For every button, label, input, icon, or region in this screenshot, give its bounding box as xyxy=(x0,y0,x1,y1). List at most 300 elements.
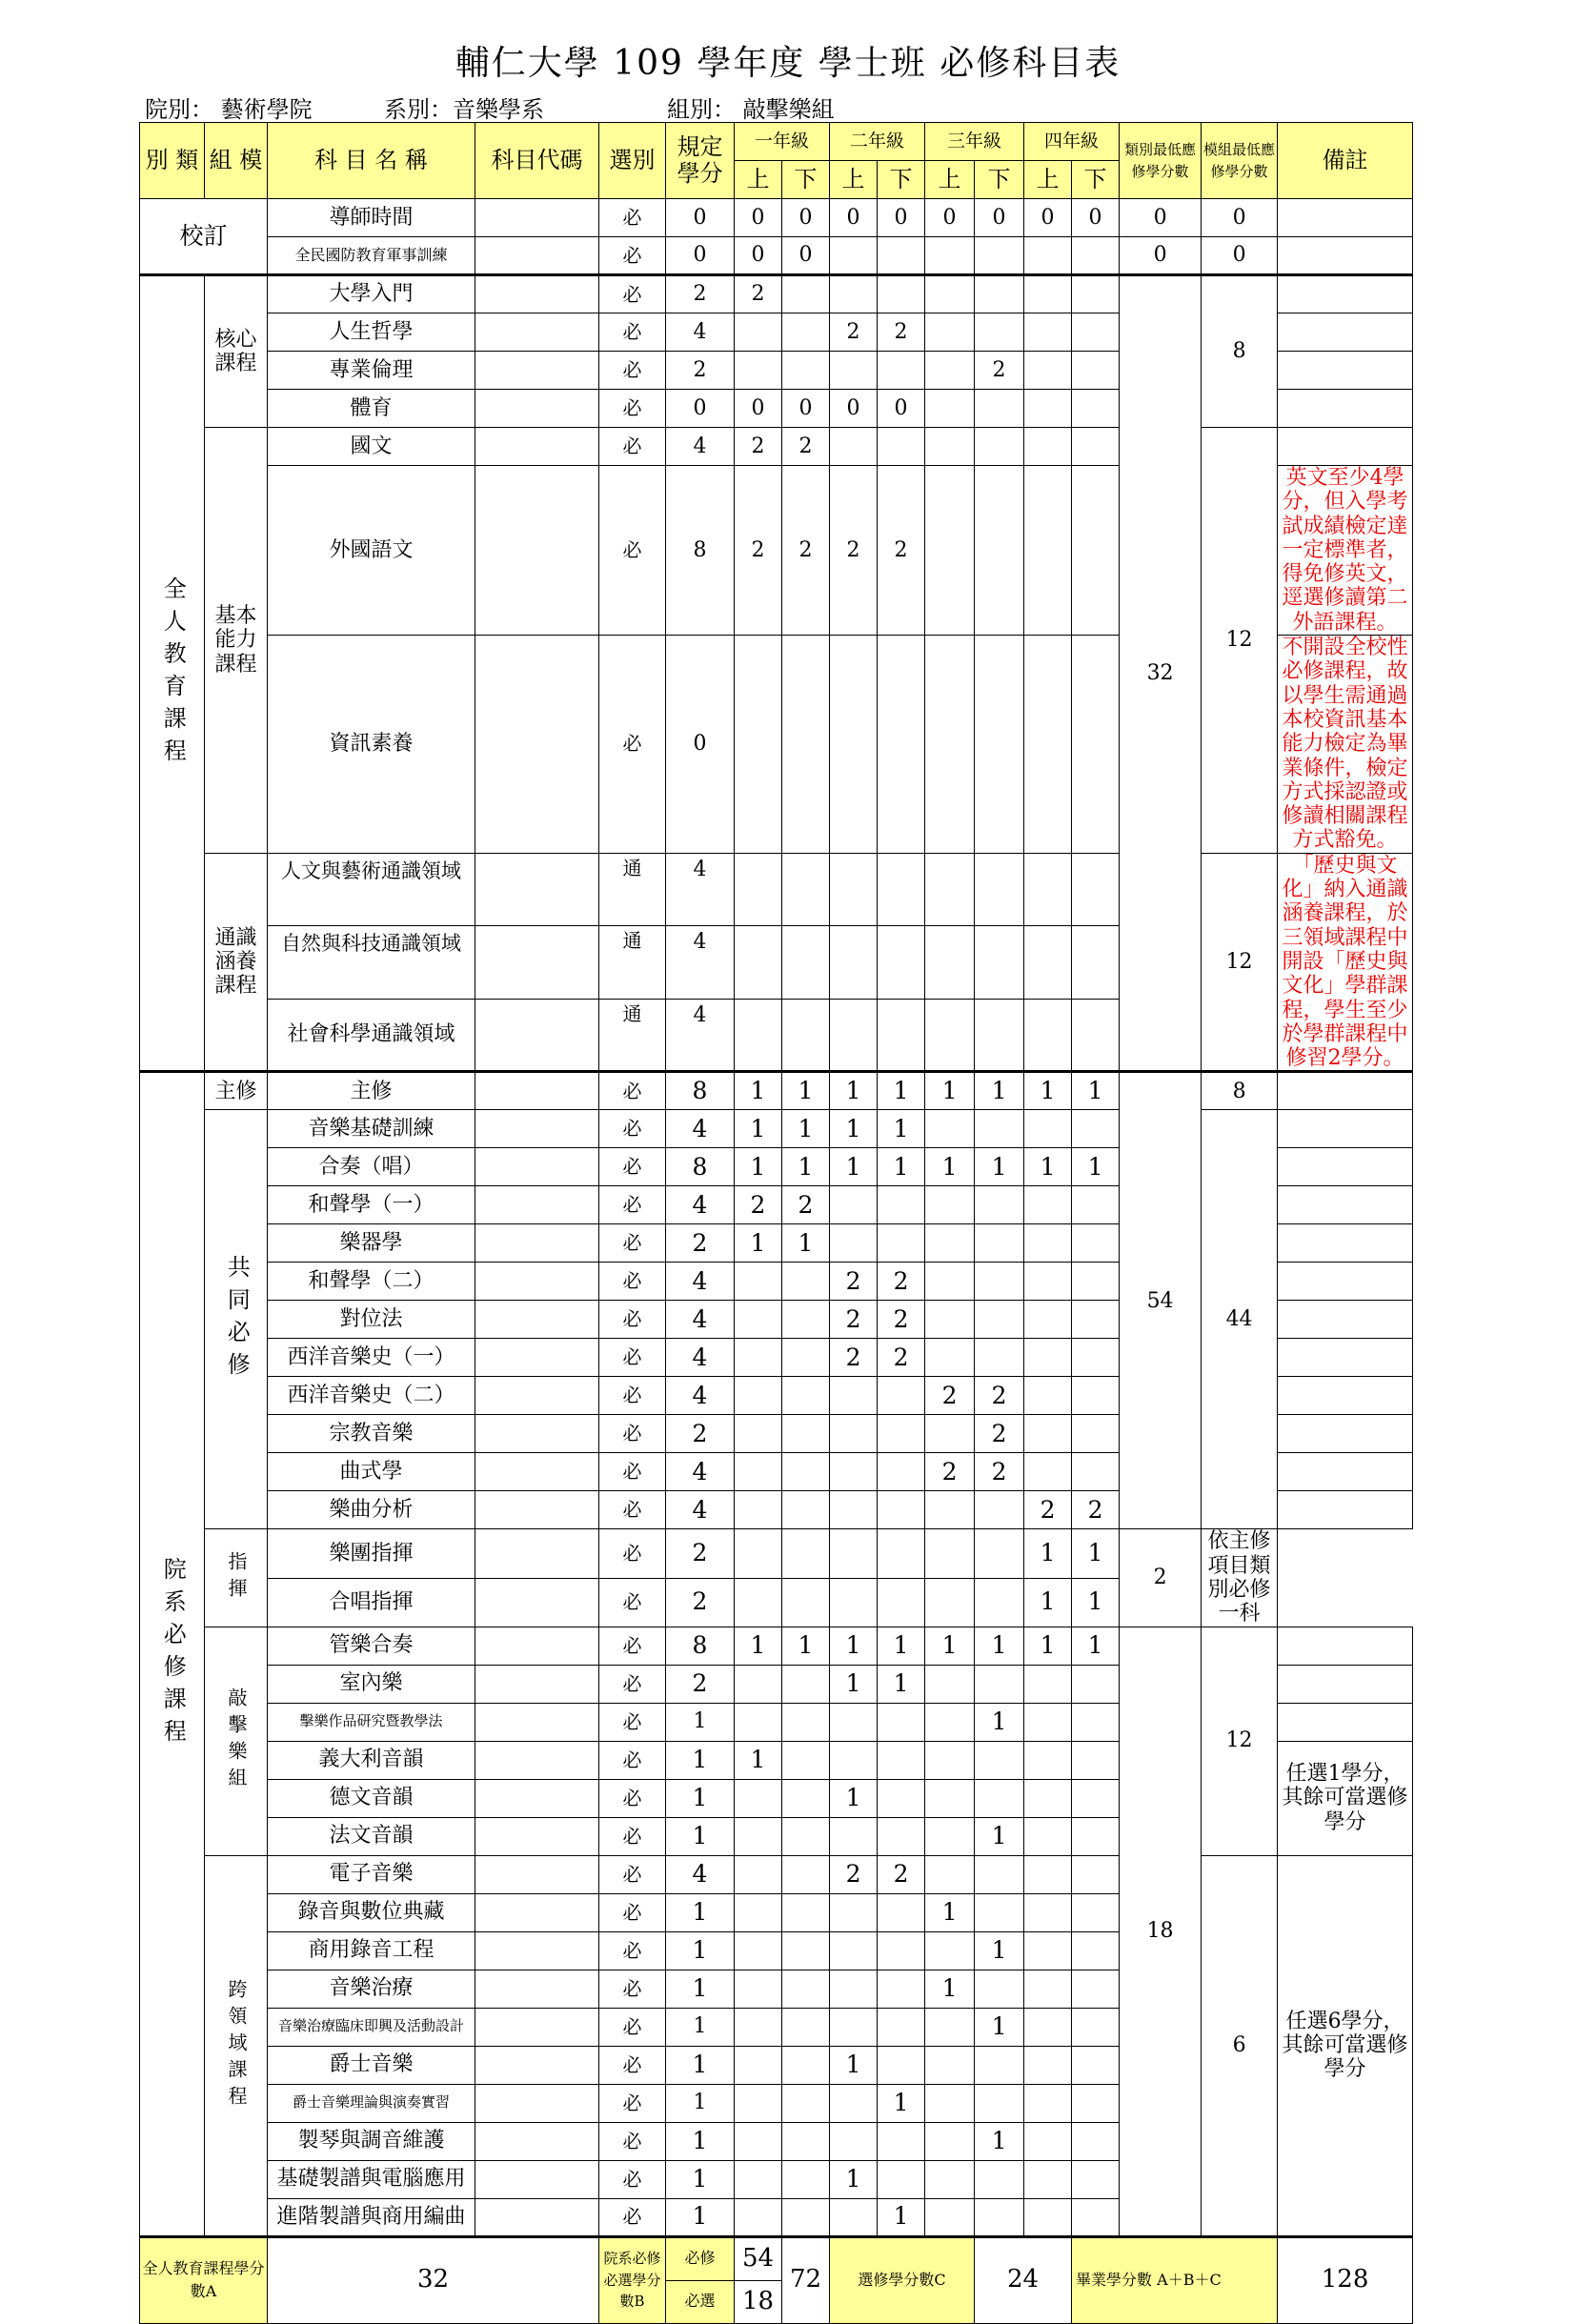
course-code xyxy=(475,2160,599,2198)
semester-credit xyxy=(975,1110,1024,1148)
semester-credit: 2 xyxy=(878,466,925,636)
semester-credit xyxy=(878,1578,925,1627)
semester-credit xyxy=(925,999,975,1072)
semester-credit: 2 xyxy=(975,1415,1024,1453)
semester-credit xyxy=(1024,1970,1072,2008)
semester-credit xyxy=(925,636,975,854)
footer-c-label: 選修學分數C xyxy=(830,2236,975,2323)
semester-credit: 1 xyxy=(735,1148,782,1186)
semester-credit xyxy=(782,1491,830,1529)
semester-credit xyxy=(1024,926,1072,1000)
semester-credit xyxy=(925,2046,975,2084)
semester-credit xyxy=(878,1491,925,1529)
semester-credit xyxy=(1024,1779,1072,1817)
semester-credit xyxy=(878,1779,925,1817)
footer-required-label: 必修 xyxy=(666,2236,735,2280)
semester-credit xyxy=(830,2122,878,2160)
remark-perc: 任選1學分，其餘可當選修學分 xyxy=(1278,1741,1413,1855)
semester-credit: 0 xyxy=(830,199,878,237)
course-type: 必 xyxy=(599,199,666,237)
course-code xyxy=(475,1665,599,1703)
course-credits: 4 xyxy=(666,1186,735,1224)
course-credits: 1 xyxy=(666,1779,735,1817)
remark-empty xyxy=(1278,1186,1413,1224)
remark-empty xyxy=(1278,390,1413,428)
remark-empty xyxy=(1278,1110,1413,1148)
semester-credit xyxy=(878,1741,925,1779)
semester-credit xyxy=(925,2122,975,2160)
semester-credit xyxy=(1024,1703,1072,1741)
semester-credit: 0 xyxy=(878,390,925,428)
semester-credit xyxy=(878,1186,925,1224)
semester-credit xyxy=(925,237,975,275)
college-label: 院別： 藝術學院 xyxy=(145,96,313,123)
semester-credit: 0 xyxy=(782,199,830,237)
semester-credit xyxy=(878,275,925,313)
course-credits: 4 xyxy=(666,428,735,466)
course-code xyxy=(475,1931,599,1970)
semester-credit: 1 xyxy=(925,1072,975,1110)
semester-credit xyxy=(782,636,830,854)
semester-credit: 1 xyxy=(925,1970,975,2008)
semester-credit xyxy=(975,313,1024,352)
category-quanren xyxy=(140,275,205,1072)
semester-credit: 1 xyxy=(975,1072,1024,1110)
course-code xyxy=(475,2198,599,2236)
semester-credit xyxy=(1072,926,1120,1000)
semester-credit xyxy=(1072,1855,1120,1893)
semester-credit xyxy=(1024,1301,1072,1339)
semester-credit xyxy=(1072,1263,1120,1301)
course-type: 通 xyxy=(599,926,666,1000)
course-credits: 4 xyxy=(666,1339,735,1377)
semester-credit xyxy=(878,926,925,1000)
course-code xyxy=(475,1855,599,1893)
semester-credit xyxy=(1072,275,1120,313)
course-type: 必 xyxy=(599,636,666,854)
semester-credit xyxy=(1072,2160,1120,2198)
course-type: 必 xyxy=(599,1970,666,2008)
semester-credit xyxy=(735,2160,782,2198)
semester-credit: 1 xyxy=(1072,1072,1120,1110)
semester-credit xyxy=(830,1453,878,1491)
remark-empty xyxy=(1278,1301,1413,1339)
semester-credit xyxy=(925,466,975,636)
semester-credit xyxy=(1072,1453,1120,1491)
course-table xyxy=(139,122,1413,2324)
semester-credit xyxy=(1024,2046,1072,2084)
semester-credit: 1 xyxy=(1024,1627,1072,1665)
semester-credit xyxy=(975,926,1024,1000)
course-credits: 4 xyxy=(666,1263,735,1301)
remark-empty xyxy=(1278,1072,1413,1110)
header-year2: 二年級 xyxy=(830,123,925,161)
header-remark: 備註 xyxy=(1278,123,1413,199)
semester-credit xyxy=(1072,237,1120,275)
course-type: 必 xyxy=(599,1339,666,1377)
semester-credit xyxy=(975,999,1024,1072)
module-common xyxy=(205,1110,268,1529)
semester-credit xyxy=(782,1529,830,1578)
course-name: 專業倫理 xyxy=(268,352,475,390)
semester-credit xyxy=(925,1665,975,1703)
course-type: 必 xyxy=(599,1893,666,1931)
semester-credit xyxy=(830,636,878,854)
semester-credit xyxy=(878,1931,925,1970)
course-name: 西洋音樂史（二） xyxy=(268,1377,475,1415)
semester-credit xyxy=(925,390,975,428)
footer-c-value: 24 xyxy=(975,2236,1072,2323)
course-code xyxy=(475,1627,599,1665)
semester-credit xyxy=(1072,1970,1120,2008)
semester-credit xyxy=(735,1817,782,1855)
semester-credit xyxy=(1072,313,1120,352)
header-credits: 規定學分 xyxy=(666,123,735,199)
course-credits: 4 xyxy=(666,313,735,352)
semester-credit xyxy=(1072,1301,1120,1339)
course-type: 必 xyxy=(599,1453,666,1491)
footer-a-label: 全人教育課程學分數A xyxy=(140,2236,268,2323)
course-code xyxy=(475,1703,599,1741)
semester-credit xyxy=(878,1415,925,1453)
semester-credit xyxy=(735,1703,782,1741)
course-code xyxy=(475,1224,599,1263)
footer-row-1 xyxy=(140,2236,1413,2280)
course-code xyxy=(475,1578,599,1627)
semester-credit xyxy=(782,853,830,926)
semester-credit xyxy=(925,275,975,313)
course-code xyxy=(475,2008,599,2046)
semester-credit xyxy=(925,1224,975,1263)
semester-credit xyxy=(735,1665,782,1703)
course-name: 製琴與調音維護 xyxy=(268,2122,475,2160)
semester-credit: 1 xyxy=(830,1779,878,1817)
semester-credit: 2 xyxy=(735,466,782,636)
semester-credit xyxy=(830,1491,878,1529)
semester-credit: 0 xyxy=(782,237,830,275)
semester-credit xyxy=(735,2084,782,2122)
course-credits: 2 xyxy=(666,1529,735,1578)
remark-empty xyxy=(1278,1665,1413,1703)
course-code xyxy=(475,1529,599,1578)
semester-credit xyxy=(735,1301,782,1339)
semester-credit xyxy=(925,1339,975,1377)
course-name: 義大利音韻 xyxy=(268,1741,475,1779)
semester-credit: 0 xyxy=(878,199,925,237)
semester-credit: 2 xyxy=(878,1855,925,1893)
semester-credit xyxy=(735,1263,782,1301)
semester-credit xyxy=(975,275,1024,313)
course-row xyxy=(140,428,1413,466)
semester-credit xyxy=(925,1529,975,1578)
semester-credit xyxy=(1024,1186,1072,1224)
semester-credit xyxy=(975,2160,1024,2198)
semester-credit: 1 xyxy=(975,2122,1024,2160)
module-general: 通識涵養課程 xyxy=(205,853,268,1072)
course-name: 管樂合奏 xyxy=(268,1627,475,1665)
course-type: 必 xyxy=(599,1377,666,1415)
semester-credit: 2 xyxy=(878,1301,925,1339)
header-category: 別 類 xyxy=(140,123,205,199)
course-credits: 4 xyxy=(666,853,735,926)
semester-credit xyxy=(735,1529,782,1578)
semester-credit xyxy=(925,1186,975,1224)
course-code xyxy=(475,926,599,1000)
semester-credit xyxy=(782,926,830,1000)
semester-credit xyxy=(1072,2198,1120,2236)
semester-credit xyxy=(975,2198,1024,2236)
footer-total-value: 128 xyxy=(1278,2236,1413,2323)
course-type: 必 xyxy=(599,1301,666,1339)
footer-b-value: 72 xyxy=(782,2236,830,2323)
course-credits: 0 xyxy=(666,390,735,428)
course-name: 自然與科技通識領域 xyxy=(268,926,475,1000)
remark-empty xyxy=(1278,428,1413,466)
semester-credit xyxy=(1024,313,1072,352)
course-code xyxy=(475,1148,599,1186)
semester-credit: 1 xyxy=(878,2198,925,2236)
semester-credit: 1 xyxy=(735,1741,782,1779)
module-basic: 基本能力課程 xyxy=(205,428,268,854)
course-type: 必 xyxy=(599,313,666,352)
semester-credit xyxy=(975,1855,1024,1893)
course-type: 必 xyxy=(599,1263,666,1301)
semester-credit xyxy=(782,1665,830,1703)
semester-credit: 2 xyxy=(1072,1491,1120,1529)
semester-credit xyxy=(830,1970,878,2008)
header-sem-up: 上 xyxy=(925,161,975,199)
module-min-xiaoding: 0 xyxy=(1202,199,1278,237)
course-name: 外國語文 xyxy=(268,466,475,636)
course-credits: 1 xyxy=(666,2198,735,2236)
course-credits: 8 xyxy=(666,1072,735,1110)
semester-credit xyxy=(925,1110,975,1148)
semester-credit xyxy=(1072,2008,1120,2046)
course-name: 法文音韻 xyxy=(268,1817,475,1855)
course-credits: 0 xyxy=(666,237,735,275)
course-name: 爵士音樂 xyxy=(268,2046,475,2084)
semester-credit: 2 xyxy=(782,428,830,466)
semester-credit: 2 xyxy=(735,1186,782,1224)
header-sem-down: 下 xyxy=(878,161,925,199)
course-name: 樂曲分析 xyxy=(268,1491,475,1529)
group-label: 組別： 敲擊樂組 xyxy=(667,96,835,123)
semester-credit: 1 xyxy=(782,1110,830,1148)
semester-credit xyxy=(975,1893,1024,1931)
course-code xyxy=(475,2122,599,2160)
remark-empty xyxy=(1278,1703,1413,1741)
semester-credit xyxy=(975,1263,1024,1301)
semester-credit xyxy=(925,1491,975,1529)
semester-credit xyxy=(782,352,830,390)
semester-credit xyxy=(925,1415,975,1453)
course-credits: 0 xyxy=(666,199,735,237)
course-type: 必 xyxy=(599,275,666,313)
course-name: 爵士音樂理論與演奏實習 xyxy=(268,2084,475,2122)
course-type: 必 xyxy=(599,2008,666,2046)
semester-credit xyxy=(735,636,782,854)
semester-credit xyxy=(1024,1893,1072,1931)
course-name: 大學入門 xyxy=(268,275,475,313)
semester-credit xyxy=(782,1779,830,1817)
semester-credit: 2 xyxy=(782,1186,830,1224)
course-code xyxy=(475,1415,599,1453)
semester-credit xyxy=(1024,1110,1072,1148)
semester-credit xyxy=(1024,2198,1072,2236)
module-core: 核心課程 xyxy=(205,275,268,428)
footer-b-label: 院系必修必選學分數B xyxy=(599,2236,666,2323)
course-credits: 1 xyxy=(666,1970,735,2008)
semester-credit xyxy=(925,352,975,390)
remark-empty xyxy=(1278,1377,1413,1415)
course-credits: 2 xyxy=(666,1665,735,1703)
course-type: 必 xyxy=(599,1627,666,1665)
semester-credit xyxy=(1024,428,1072,466)
remark-empty xyxy=(1278,275,1413,313)
course-type: 必 xyxy=(599,1186,666,1224)
semester-credit: 0 xyxy=(735,199,782,237)
course-credits: 4 xyxy=(666,1453,735,1491)
semester-credit xyxy=(1024,636,1072,854)
course-credits: 4 xyxy=(666,1491,735,1529)
module-min-basic: 12 xyxy=(1202,428,1278,854)
course-credits: 1 xyxy=(666,1741,735,1779)
semester-credit xyxy=(1072,352,1120,390)
semester-credit xyxy=(1024,390,1072,428)
semester-credit: 1 xyxy=(975,1148,1024,1186)
semester-credit xyxy=(878,1703,925,1741)
course-credits: 4 xyxy=(666,1855,735,1893)
semester-credit xyxy=(878,1529,925,1578)
course-credits: 4 xyxy=(666,999,735,1072)
semester-credit: 1 xyxy=(975,1703,1024,1741)
course-name: 人生哲學 xyxy=(268,313,475,352)
course-type: 必 xyxy=(599,1741,666,1779)
semester-credit xyxy=(735,2122,782,2160)
course-type: 必 xyxy=(599,1529,666,1578)
header-course-name: 科 目 名 稱 xyxy=(268,123,475,199)
remark-empty xyxy=(1278,1415,1413,1453)
module-perc xyxy=(205,1627,268,1855)
footer-total-label: 畢業學分數 A＋B＋C xyxy=(1072,2236,1278,2323)
semester-credit xyxy=(735,352,782,390)
semester-credit xyxy=(925,1779,975,1817)
semester-credit xyxy=(1072,466,1120,636)
semester-credit xyxy=(1072,636,1120,854)
semester-credit: 2 xyxy=(830,1855,878,1893)
semester-credit xyxy=(1024,853,1072,926)
semester-credit: 1 xyxy=(782,1224,830,1263)
semester-credit xyxy=(782,2198,830,2236)
remark-empty xyxy=(1278,352,1413,390)
course-credits: 4 xyxy=(666,1110,735,1148)
semester-credit: 2 xyxy=(830,313,878,352)
semester-credit xyxy=(1024,1263,1072,1301)
semester-credit xyxy=(1024,1339,1072,1377)
semester-credit: 0 xyxy=(925,199,975,237)
semester-credit xyxy=(782,1703,830,1741)
footer-selective-label: 必選 xyxy=(666,2280,735,2323)
semester-credit xyxy=(1024,999,1072,1072)
semester-credit: 1 xyxy=(782,1072,830,1110)
semester-credit xyxy=(735,1970,782,2008)
course-name: 全民國防教育軍事訓練 xyxy=(268,237,475,275)
module-min-perc: 12 xyxy=(1202,1627,1278,1855)
semester-credit xyxy=(1072,1893,1120,1931)
semester-credit xyxy=(925,2084,975,2122)
remark-empty xyxy=(1278,1339,1413,1377)
course-row xyxy=(140,1072,1413,1110)
semester-credit xyxy=(878,1893,925,1931)
semester-credit xyxy=(1072,1110,1120,1148)
course-name: 錄音與數位典藏 xyxy=(268,1893,475,1931)
course-type: 必 xyxy=(599,237,666,275)
semester-credit: 1 xyxy=(878,1072,925,1110)
semester-credit: 2 xyxy=(830,466,878,636)
course-code xyxy=(475,1377,599,1415)
semester-credit: 1 xyxy=(878,1665,925,1703)
semester-credit: 2 xyxy=(878,1339,925,1377)
category-quanren-label: 全人教育課程 xyxy=(159,576,187,771)
semester-credit xyxy=(1024,1453,1072,1491)
course-credits: 4 xyxy=(666,1377,735,1415)
course-type: 必 xyxy=(599,1491,666,1529)
course-code xyxy=(475,237,599,275)
semester-credit xyxy=(1024,352,1072,390)
course-type: 必 xyxy=(599,1703,666,1741)
course-type: 必 xyxy=(599,1148,666,1186)
course-type: 必 xyxy=(599,1665,666,1703)
semester-credit xyxy=(830,1529,878,1578)
module-common-label: 共同必修 xyxy=(223,1254,251,1384)
course-code xyxy=(475,1970,599,2008)
course-code xyxy=(475,1741,599,1779)
category-min-xiaoding-2: 0 xyxy=(1120,237,1202,275)
header-module: 組 模 xyxy=(205,123,268,199)
semester-credit xyxy=(878,237,925,275)
course-type: 必 xyxy=(599,1415,666,1453)
semester-credit xyxy=(1072,1703,1120,1741)
module-cross-label: 跨領域課程 xyxy=(225,1978,248,2112)
semester-credit xyxy=(735,1893,782,1931)
semester-credit xyxy=(925,853,975,926)
semester-credit xyxy=(735,313,782,352)
semester-credit: 0 xyxy=(1072,199,1120,237)
semester-credit xyxy=(782,1855,830,1893)
remark-empty xyxy=(1278,1491,1413,1529)
remark-empty xyxy=(1278,1453,1413,1491)
course-type: 必 xyxy=(599,1855,666,1893)
course-type: 通 xyxy=(599,853,666,926)
header-sem-up: 上 xyxy=(1024,161,1072,199)
course-name: 和聲學（一） xyxy=(268,1186,475,1224)
semester-credit xyxy=(1072,1186,1120,1224)
semester-credit: 2 xyxy=(975,1453,1024,1491)
course-name: 社會科學通識領域 xyxy=(268,999,475,1072)
semester-credit: 1 xyxy=(830,2160,878,2198)
semester-credit xyxy=(975,1186,1024,1224)
semester-credit xyxy=(830,1931,878,1970)
semester-credit xyxy=(878,1453,925,1491)
header-category-min: 類別最低應修學分數 xyxy=(1120,123,1202,199)
semester-credit: 1 xyxy=(735,1224,782,1263)
course-code xyxy=(475,466,599,636)
semester-credit xyxy=(782,1415,830,1453)
course-row xyxy=(140,1110,1413,1148)
course-type: 必 xyxy=(599,2122,666,2160)
course-credits: 8 xyxy=(666,466,735,636)
semester-credit xyxy=(782,2046,830,2084)
